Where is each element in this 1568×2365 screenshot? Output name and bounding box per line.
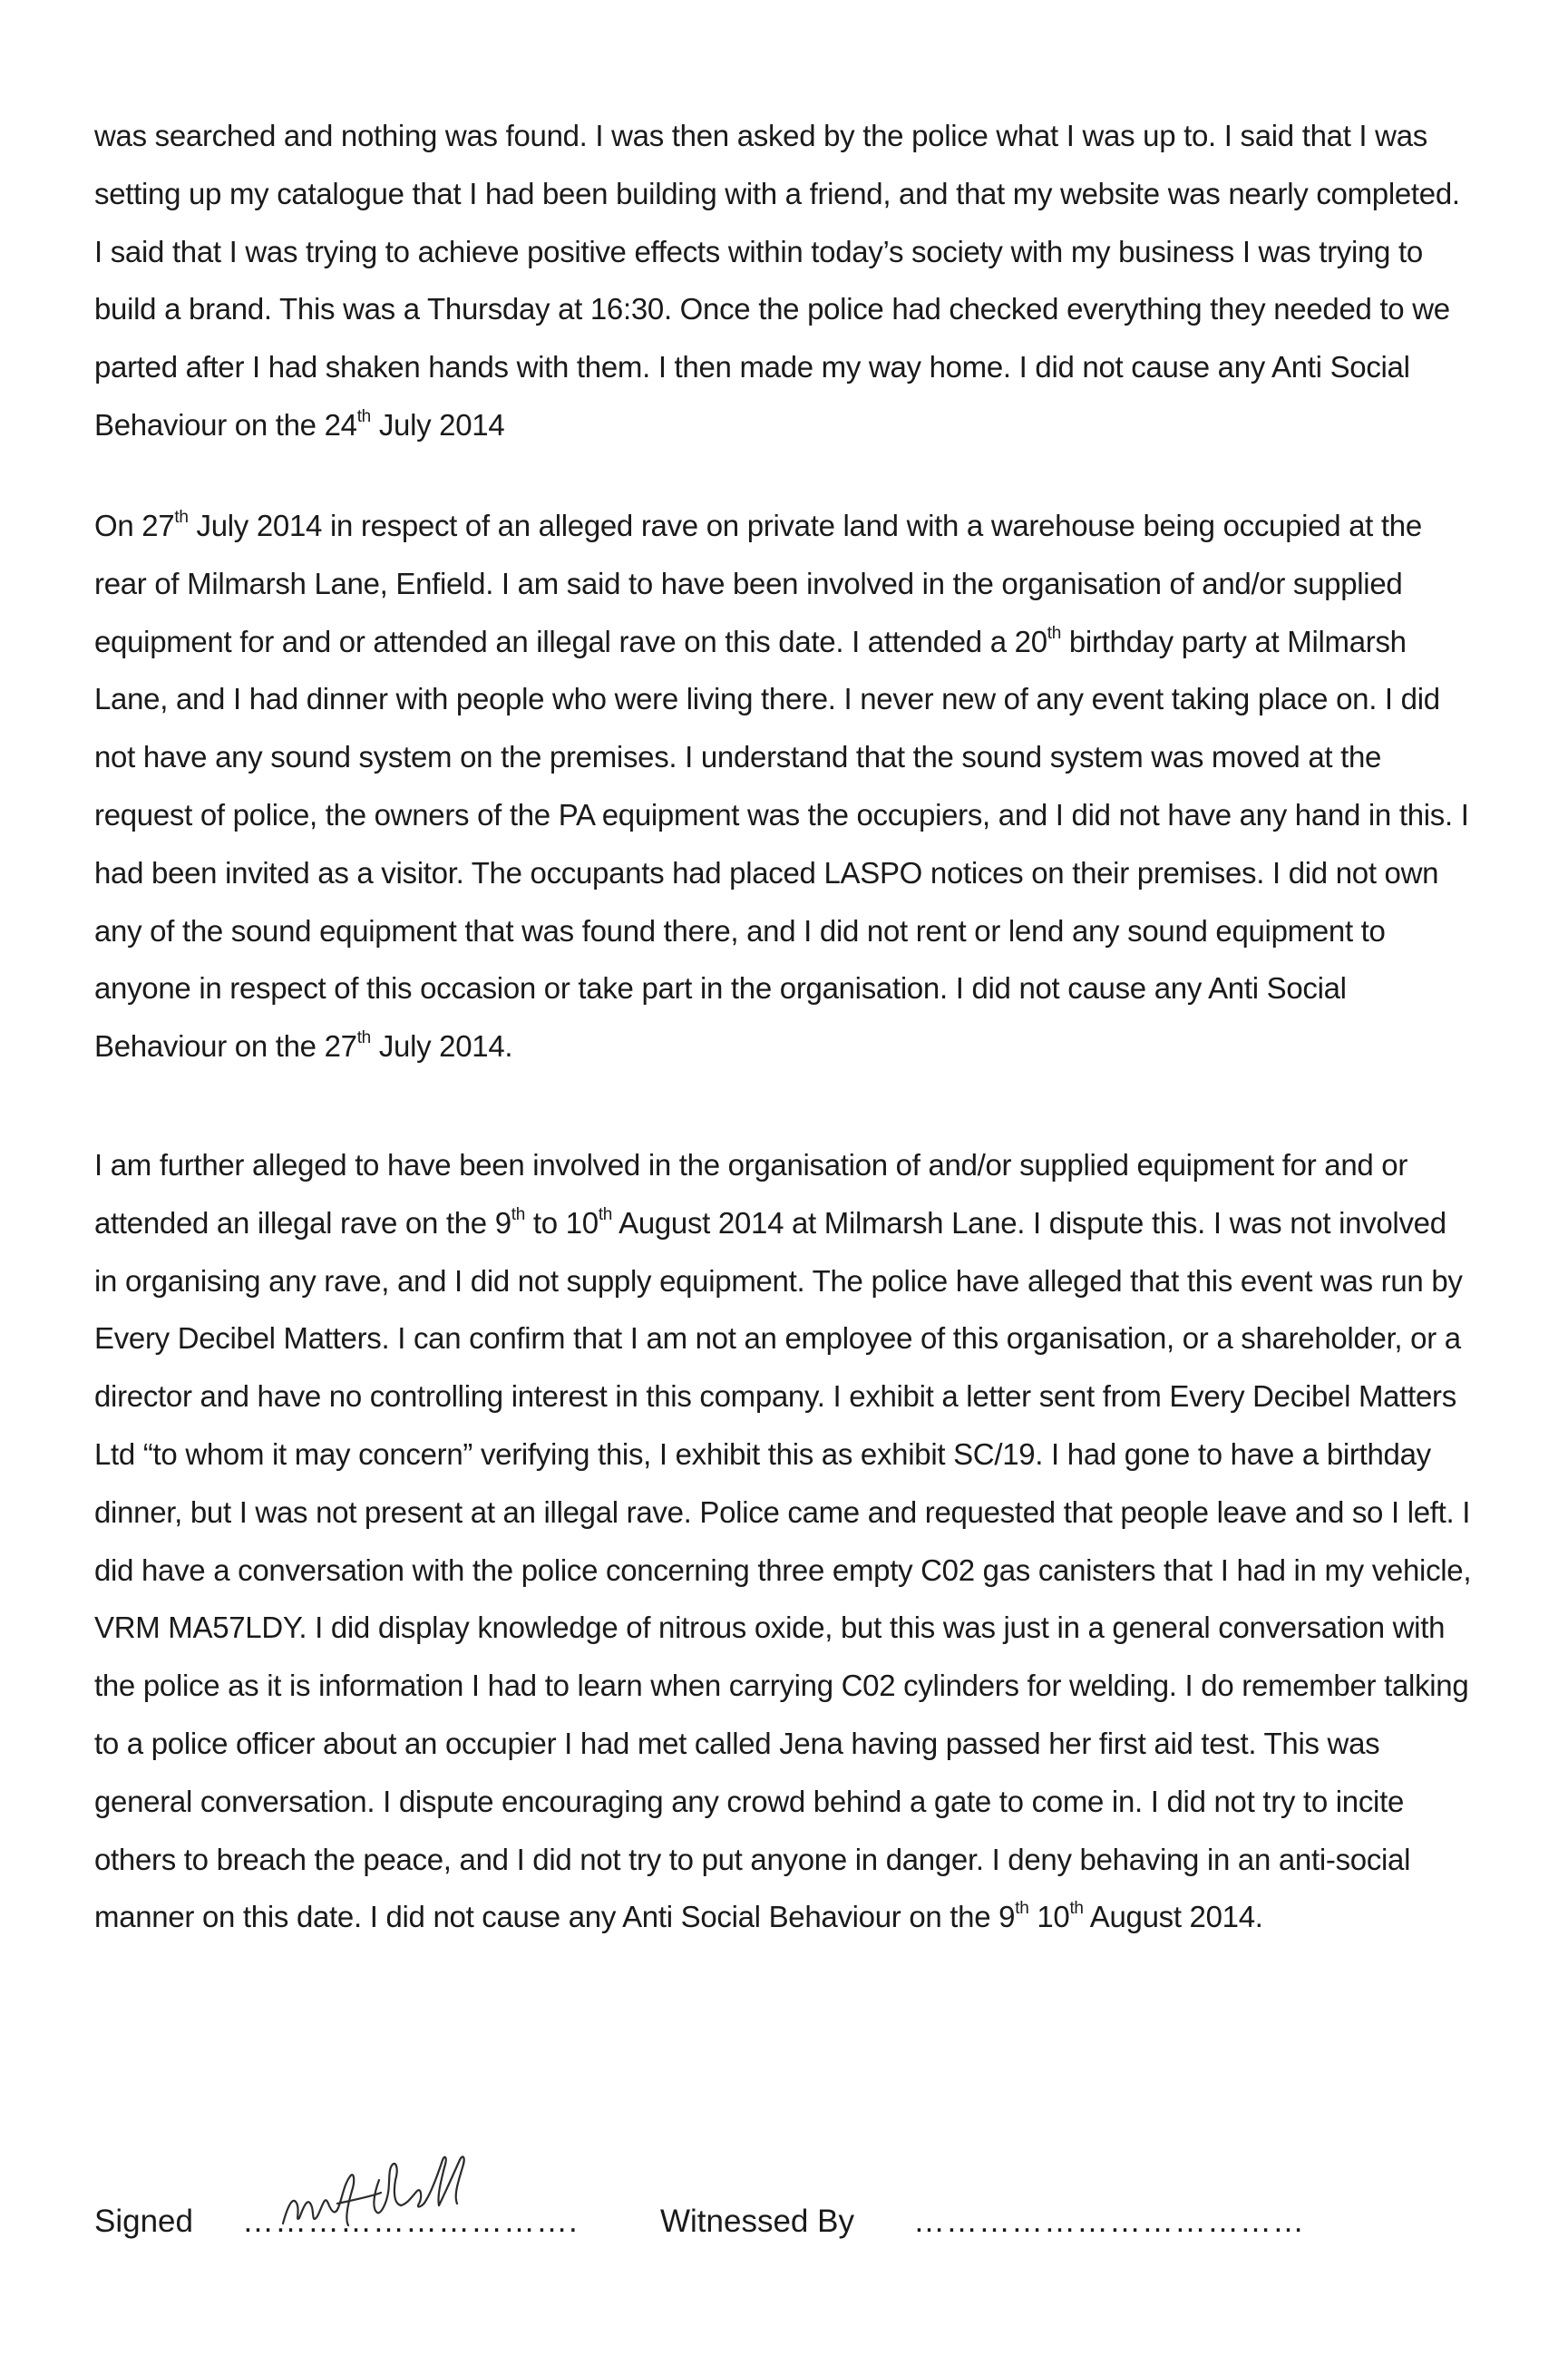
text-run: to 10 bbox=[525, 1205, 599, 1240]
ordinal-suffix: th bbox=[511, 1204, 526, 1224]
signed-dotted-line: …………………………. bbox=[242, 2204, 579, 2239]
ordinal-suffix: th bbox=[356, 1028, 371, 1048]
signed-label: Signed bbox=[94, 2204, 193, 2239]
witnessed-by-label: Witnessed By bbox=[660, 2204, 854, 2239]
text-run: July 2014. bbox=[370, 1029, 513, 1064]
text-run: July 2014 bbox=[370, 407, 505, 442]
text-run: On 27 bbox=[94, 509, 175, 542]
paragraph-2 bbox=[94, 497, 1473, 1075]
ordinal-suffix: th bbox=[598, 1204, 613, 1224]
text-run: I am further alleged to have been involved in the organisation of and/or supplied equipment for and or attended an illegal rave on the 9 bbox=[94, 1148, 1408, 1240]
text-run: was searched and nothing was found. I was then asked by the police what I was up to. I said that I was setting up my catalogue that I had been building with a friend, and that my website was nearly completed. I said that I was trying to achieve positive effects within today’s society with my business I was trying to build a brand. This was a Thursday at 16:30. Once the police had checked everything they needed to we parted after I had shaken hands with them. I then made my way home. I did not cause any Anti Social Behaviour on the 24 bbox=[94, 119, 1460, 442]
ordinal-suffix: th bbox=[1047, 623, 1062, 643]
text-run: birthday party at Milmarsh Lane, and I had dinner with people who were living there. I never new of any event taking place on. I did not have any sound system on the premises. I understand that the sound system was moved at the request of police, the owners of the PA equipment was the occupiers, and I did not have any hand in this. I had been invited as a visitor. The occupants had placed LASPO notices on their premises. I did not own any of the sound equipment that was found there, and I did not rent or lend any sound equipment to anyone in respect of this occasion or take part in the organisation. I did not cause any Anti Social Behaviour on the 27 bbox=[94, 624, 1469, 1064]
witness-dotted-line: ……………………………… bbox=[913, 2204, 1305, 2239]
text-run: August 2014. bbox=[1083, 1900, 1263, 1934]
text-run: August 2014 at Milmarsh Lane. I dispute this. I was not involved in organising any rave, and I did not supply equipment. The police have alleged that this event was run by Every Decibel Matters. I can confirm that I am not an employee of this organisation, or a shareholder, or a director and have no controlling interest in this company. I exhibit a letter sent from Every Decibel Matters Ltd “to whom it may concern” verifying this, I exhibit this as exhibit SC/19. I had gone to have a birthday dinner, but I was not present at an illegal rave. Police came and requested that people leave and so I left. I did have a conversation with the police concerning three empty C02 gas canisters that I had in my vehicle, VRM MA57LDY. I did display knowledge of nitrous oxide, but this was just in a general conversation with the police as it is information I had to learn when carrying C02 cylinders for welding. I do remember talking to a police officer about an occupier I had met called Jena having passed her first aid test. This was general conversation. I dispute encouraging any crowd behind a gate to come in. I did not try to incite others to breach the peace, and I did not try to put anyone in danger. I deny behaving in an anti-social manner on this date. I did not cause any Anti Social Behaviour on the 9 bbox=[94, 1205, 1472, 1934]
ordinal-suffix: th bbox=[174, 508, 189, 527]
paragraph-1 bbox=[94, 107, 1473, 454]
ordinal-suffix: th bbox=[356, 406, 371, 426]
paragraph-3 bbox=[94, 1136, 1473, 1946]
ordinal-suffix: th bbox=[1015, 1899, 1029, 1919]
ordinal-suffix: th bbox=[1069, 1899, 1084, 1919]
text-run: 10 bbox=[1028, 1900, 1070, 1934]
text-run: July 2014 in respect of an alleged rave on private land with a warehouse being occupied at the rear of Milmarsh Lane, Enfield. I am said to have been involved in the organisation of and/or supplied equipment for and or attended an illegal rave on this date. I attended a 20 bbox=[94, 509, 1422, 658]
